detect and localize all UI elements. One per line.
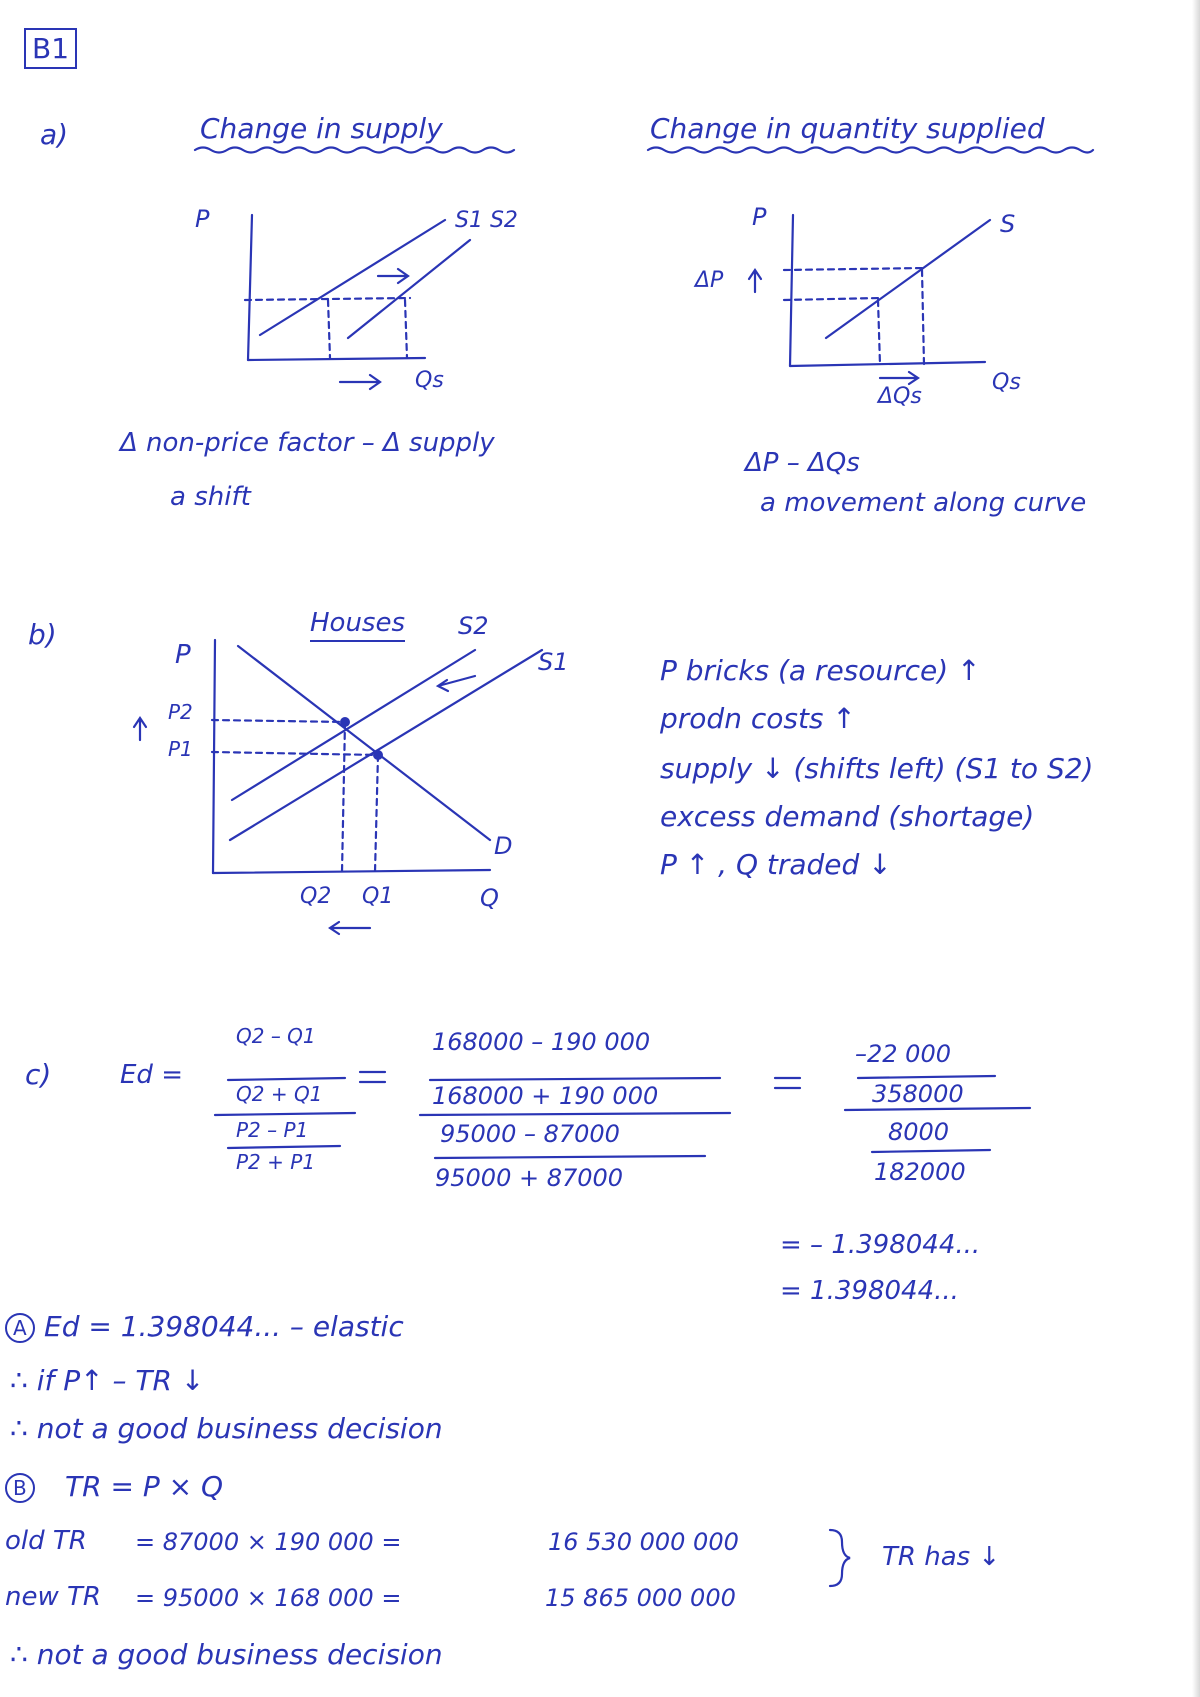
sub-bot-num: 95000 – 87000 xyxy=(440,1120,620,1148)
res-bot-den: 182000 xyxy=(874,1158,966,1186)
part-a-label: a) xyxy=(40,118,69,151)
right-title: Change in quantity supplied xyxy=(650,112,1045,145)
formula-bot-num: P2 – P1 xyxy=(236,1118,309,1142)
left-note-line2: a shift xyxy=(170,482,251,512)
formula-top-fraction-bar xyxy=(228,1078,345,1080)
part-c-label: c) xyxy=(25,1058,52,1091)
left-note-line1: Δ non-price factor – Δ supply xyxy=(120,428,495,458)
answer-b-conclusion: ∴ not a good business decision xyxy=(10,1638,443,1671)
res-main-fraction-bar xyxy=(845,1108,1030,1110)
marker-a: A xyxy=(13,1316,27,1340)
houses-note-2: prodn costs ↑ xyxy=(660,702,856,735)
ed-label: Ed = xyxy=(120,1060,183,1090)
left-title-underline xyxy=(195,148,514,153)
answer-a-line1: Ed = 1.398044... – elastic xyxy=(44,1310,404,1343)
sub-top-num: 168000 – 190 000 xyxy=(432,1028,651,1056)
houses-q2-label: Q2 xyxy=(300,884,332,909)
equilibrium-point-1 xyxy=(373,750,383,760)
p2-dashline xyxy=(212,720,345,722)
p2-dashline xyxy=(784,268,925,270)
houses-p1-label: P1 xyxy=(168,737,193,761)
marker-b: B xyxy=(13,1476,27,1500)
q2-dashline xyxy=(342,722,345,872)
right-note-line1: ΔP – ΔQs xyxy=(745,448,860,478)
left-graph-x-label: Qs xyxy=(415,368,444,393)
p1-dashline xyxy=(784,298,880,300)
shift-arrow xyxy=(378,269,408,283)
graph-change-in-quantity-supplied xyxy=(749,215,990,384)
right-graph-dp-label: ΔP xyxy=(695,268,724,293)
formula-main-fraction-bar xyxy=(215,1113,355,1115)
formula-top-num: Q2 – Q1 xyxy=(236,1024,316,1048)
equilibrium-point-2 xyxy=(340,717,350,727)
houses-note-4: excess demand (shortage) xyxy=(660,800,1035,833)
right-graph-x-label: Qs xyxy=(992,370,1021,395)
new-tr-calc: = 95000 × 168 000 = xyxy=(135,1584,402,1612)
houses-s2-label: S2 xyxy=(458,612,489,640)
houses-d-label: D xyxy=(494,832,513,860)
houses-y-label: P xyxy=(175,640,191,670)
answer-b-line1: TR = P × Q xyxy=(65,1470,224,1503)
supply-curve-s1 xyxy=(230,650,542,840)
scan-edge-shadow xyxy=(1192,0,1200,1697)
res-top-den: 358000 xyxy=(872,1080,964,1108)
result-line-1: = – 1.398044... xyxy=(780,1230,981,1260)
old-tr-label: old TR xyxy=(5,1526,87,1556)
houses-p2-label: P2 xyxy=(168,700,193,724)
supply-curve-s xyxy=(826,220,990,338)
left-title: Change in supply xyxy=(200,112,443,145)
x-axis xyxy=(790,362,985,366)
right-title-underline xyxy=(648,148,1093,153)
sub-bottom-fraction-bar xyxy=(435,1156,705,1158)
supply-curve-s2 xyxy=(232,650,475,800)
tr-brace xyxy=(830,1530,850,1586)
houses-note-5: P ↑ , Q traded ↓ xyxy=(660,848,892,881)
equals-main-left xyxy=(360,1072,385,1082)
x-axis xyxy=(213,870,490,873)
q1-dashline xyxy=(878,300,880,365)
tr-note: TR has ↓ xyxy=(882,1542,1001,1572)
new-tr-label: new TR xyxy=(5,1582,101,1612)
answer-a-line3: ∴ not a good business decision xyxy=(10,1412,443,1445)
sub-top-den: 168000 + 190 000 xyxy=(432,1082,659,1110)
q1-dashline xyxy=(375,755,378,872)
old-tr-value: 16 530 000 000 xyxy=(548,1528,739,1556)
part-b-label: b) xyxy=(28,618,57,651)
right-graph-y-label: P xyxy=(752,203,767,231)
res-bottom-fraction-bar xyxy=(872,1150,990,1152)
houses-note-3: supply ↓ (shifts left) (S1 to S2) xyxy=(660,752,1094,785)
equals-main-right xyxy=(775,1078,800,1088)
right-note-line2: a movement along curve xyxy=(760,488,1087,518)
q1-dashline xyxy=(328,300,330,358)
qs-arrow xyxy=(340,375,380,389)
res-top-fraction-bar xyxy=(858,1076,995,1078)
new-tr-value: 15 865 000 000 xyxy=(545,1584,736,1612)
houses-s1-label: S1 xyxy=(538,648,569,676)
formula-bottom-fraction-bar xyxy=(228,1146,340,1148)
supply-shift-arrow xyxy=(438,676,475,691)
old-tr-calc: = 87000 × 190 000 = xyxy=(135,1528,402,1556)
houses-x-label: Q xyxy=(480,884,499,912)
y-axis xyxy=(248,215,252,360)
sub-main-fraction-bar xyxy=(420,1113,730,1115)
delta-q-arrow xyxy=(880,372,918,384)
y-axis xyxy=(790,215,793,366)
left-graph-curve-labels: S1 S2 xyxy=(455,208,518,233)
y-axis xyxy=(213,640,215,873)
q-shift-arrow xyxy=(330,922,370,934)
houses-note-1: P bricks (a resource) ↑ xyxy=(660,654,981,687)
res-top-num: –22 000 xyxy=(855,1040,951,1068)
p-up-arrow xyxy=(134,718,146,740)
supply-curve-s2 xyxy=(348,240,470,338)
houses-q1-label: Q1 xyxy=(362,884,394,909)
p1-dashline xyxy=(212,752,378,755)
question-label: B1 xyxy=(24,28,77,69)
result-line-2: = 1.398044... xyxy=(780,1276,959,1306)
formula-top-den: Q2 + Q1 xyxy=(236,1082,323,1106)
res-bot-num: 8000 xyxy=(888,1118,950,1146)
q2-dashline xyxy=(405,300,407,358)
delta-p-arrow xyxy=(749,270,761,292)
supply-curve-s1 xyxy=(260,220,445,335)
sub-top-fraction-bar xyxy=(430,1078,720,1080)
houses-graph-title: Houses xyxy=(310,608,405,642)
right-graph-curve-label: S xyxy=(1000,210,1016,238)
answer-a-line2: ∴ if P↑ – TR ↓ xyxy=(10,1364,205,1397)
q2-dashline xyxy=(922,270,924,365)
x-axis xyxy=(248,358,425,360)
right-graph-dq-label: ΔQs xyxy=(878,384,922,409)
left-graph-y-label: P xyxy=(195,205,210,233)
sub-bot-den: 95000 + 87000 xyxy=(435,1164,624,1192)
graph-change-in-supply xyxy=(245,215,470,389)
formula-bot-den: P2 + P1 xyxy=(236,1150,316,1174)
